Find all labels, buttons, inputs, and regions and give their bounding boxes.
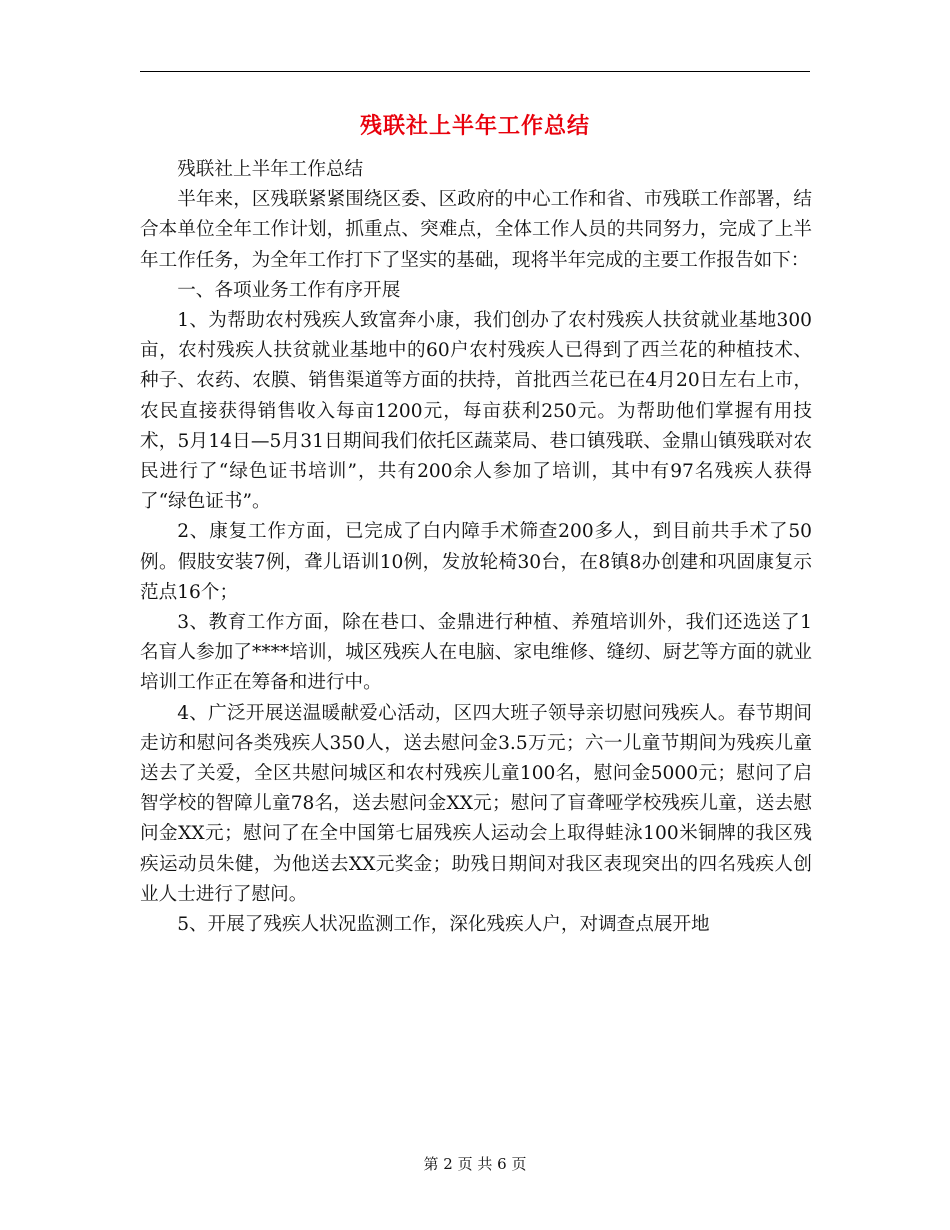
paragraph-intro: 半年来，区残联紧紧围绕区委、区政府的中心工作和省、市残联工作部署，结合本单位全年工作计划，抓重点、突难点，全体工作人员的共同努力，完成了上半年工作任务，为全年工作打下了坚实的基础，现将半年完成的主要工作报告如下：: [140, 189, 812, 271]
header-rule: [140, 71, 810, 72]
document-body: [140, 155, 812, 940]
section-heading-1: 一、各项业务工作有序开展: [177, 279, 401, 301]
document-title: 残联社上半年工作总结: [359, 113, 590, 139]
paragraph-item-5: 5、开展了残疾人状况监测工作，深化残疾人户，对调查点展开地: [177, 914, 710, 936]
page-number: 第 2 页 共 6 页: [423, 1155, 527, 1173]
paragraph-item-3: 3、教育工作方面，除在巷口、金鼎进行种植、养殖培训外，我们还选送了1名盲人参加了****培训，城区残疾人在电脑、家电维修、缝纫、厨艺等方面的就业培训工作正在筹备和进行中。: [140, 612, 812, 694]
paragraph-item-1: 1、为帮助农村残疾人致富奔小康，我们创办了农村残疾人扶贫就业基地300亩，农村残疾人扶贫就业基地中的60户农村残疾人已得到了西兰花的种植技术、种子、农药、农膜、销售渠道等方面的扶持，首批西兰花已在4月20日左右上市，农民直接获得销售收入每亩1200元，每亩获利250元。为帮助他们掌握有用技术，5月14日—5月31日期间我们依托区蔬菜局、巷口镇残联、金鼎山镇残联对农民进行了“绿色证书培训”，共有200余人参加了培训，其中有97名残疾人获得了“绿色证书”。: [140, 310, 812, 513]
paragraph-item-4: 4、广泛开展送温暖献爱心活动，区四大班子领导亲切慰问残疾人。春节期间走访和慰问各类残疾人350人，送去慰问金3.5万元；六一儿童节期间为残疾儿童送去了关爱，全区共慰问城区和农村残疾儿童100名，慰问金5000元；慰问了启智学校的智障儿童78名，送去慰问金XX元；慰问了盲聋哑学校残疾儿童，送去慰问金XX元；慰问了在全中国第七届残疾人运动会上取得蛙泳100米铜牌的我区残疾运动员朱健，为他送去XX元奖金；助残日期间对我区表现突出的四名残疾人创业人士进行了慰问。: [140, 702, 812, 905]
paragraph-subtitle: 残联社上半年工作总结: [177, 159, 364, 180]
paragraph-item-2: 2、康复工作方面，已完成了白内障手术筛查200多人，到目前共手术了50例。假肢安装7例，聋儿语训10例，发放轮椅30台，在8镇8办创建和巩固康复示范点16个；: [140, 521, 812, 603]
